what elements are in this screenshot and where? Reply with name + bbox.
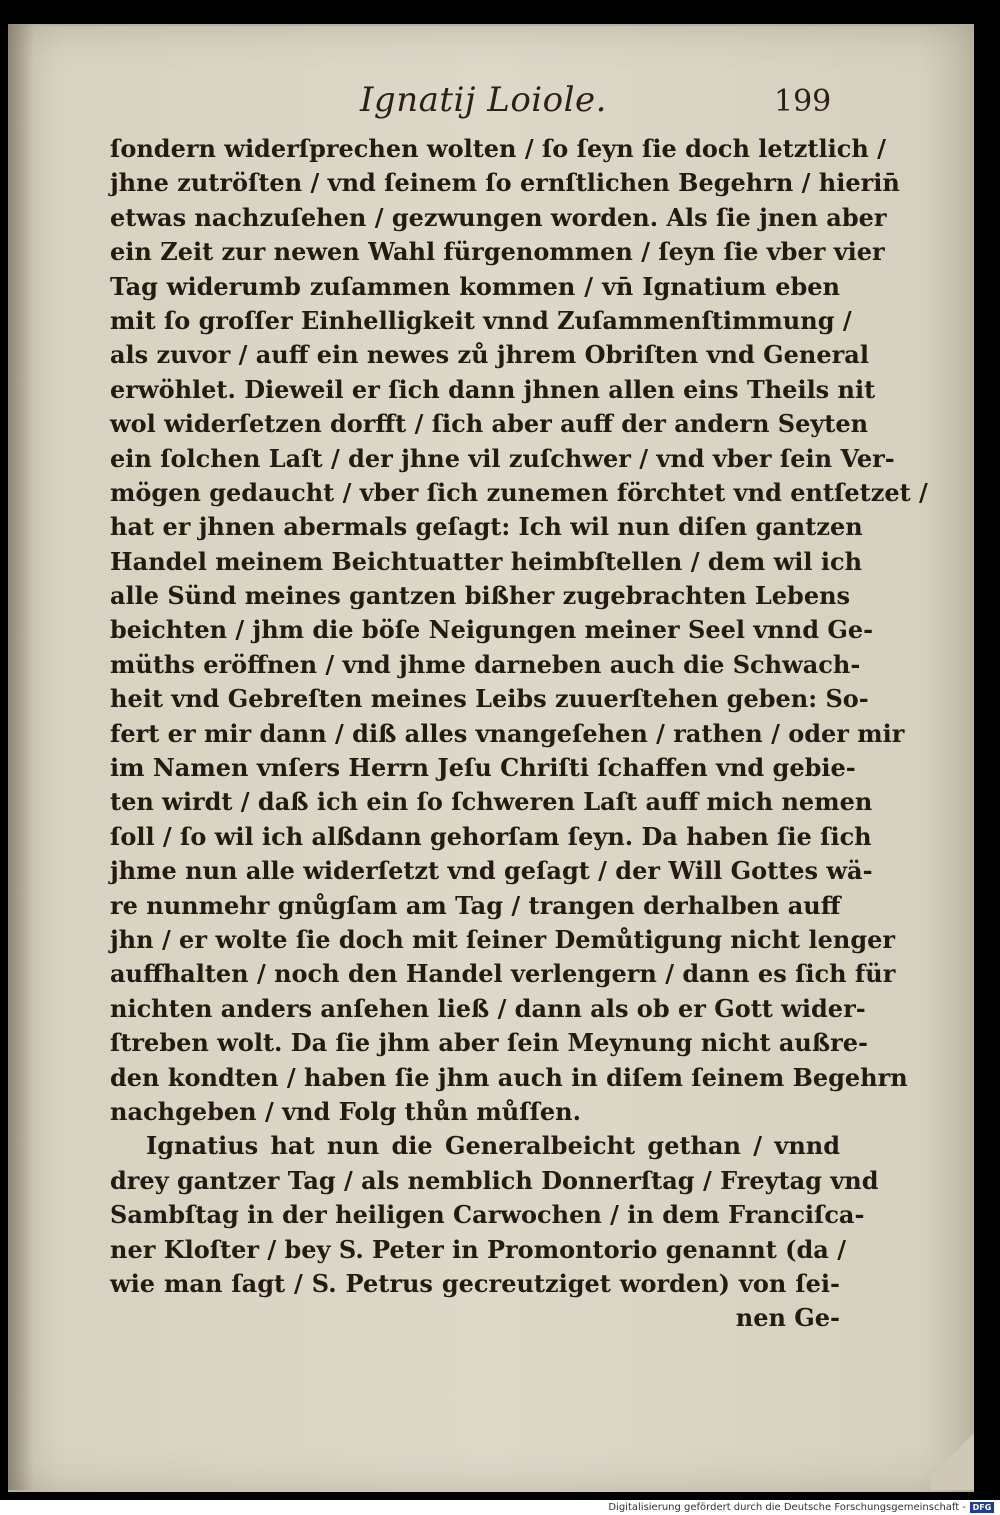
text-line: wie man ſagt / S. Petrus gecreutziget worden) von ſei- (110, 1268, 840, 1298)
text-line: etwas nachzuſehen / gezwungen worden. Als ſie jnen aber (110, 202, 887, 232)
text-line: jhme nun alle widerſetzt vnd geſagt / der Will Gottes wä- (110, 856, 873, 886)
text-line: Sambſtag in der heiligen Carwochen / in dem Franciſca- (110, 1200, 865, 1230)
text-line: im Namen vnſers Herrn Jeſu Chriſti ſchaffen vnd gebie- (110, 753, 856, 783)
text-line: jhne zutröſten / vnd ſeinem ſo ernſtlichen Begehrn / hierin̄ (110, 168, 900, 198)
body-text (110, 132, 928, 1336)
text-line: ner Kloſter / bey S. Peter in Promontorio genannt (da / (110, 1234, 846, 1264)
footer-bar (0, 1500, 1000, 1515)
text-line: heit vnd Gebreſten meines Leibs zuuerſtehen geben: So- (110, 684, 869, 714)
page-corner-curl (930, 1420, 974, 1490)
text-line: re nunmehr gnůgſam am Tag / trangen derhalben auff (110, 890, 841, 920)
catchword: nen Ge- (735, 1303, 840, 1333)
text-line: ſondern widerſprechen wolten / ſo ſeyn ſie doch letztlich / (110, 134, 886, 163)
running-head: Ignatij Loiole. (360, 80, 607, 120)
gutter-shadow (8, 24, 34, 1490)
text-line-paragraph-start: Ignatius hat nun die Generalbeicht gethan / vnnd (146, 1131, 840, 1161)
text-line: Handel meinem Beichtuatter heimbſtellen / dem wil ich (110, 546, 863, 576)
funding-credit: Digitalisierung gefördert durch die Deutsche Forschungsgemeinschaft - (608, 1502, 966, 1513)
text-line: müths eröffnen / vnd jhme darneben auch die Schwach- (110, 649, 861, 679)
text-line: drey gantzer Tag / als nemblich Donnerſtag / Freytag vnd (110, 1165, 879, 1195)
text-line: wol widerſetzen dorfft / ſich aber auff der andern Seyten (110, 409, 869, 439)
text-line: nichten anders anſehen ließ / dann als ob er Gott wider- (110, 993, 866, 1023)
page-number: 199 (774, 84, 832, 119)
text-line: auffhalten / noch den Handel verlengern / dann es ſich für (110, 959, 896, 989)
text-line: ten wirdt / daß ich ein ſo ſchweren Laſt auff mich nemen (110, 787, 873, 817)
dfg-logo-icon: DFG (970, 1502, 994, 1513)
text-line: hat er jhnen abermals geſagt: Ich wil nun diſen gantzen (110, 512, 863, 542)
text-line: mit ſo groſſer Einhelligkeit vnnd Zuſammenſtimmung / (110, 305, 852, 335)
text-line: fert er mir dann / diß alles vnangeſehen / rathen / oder mir (110, 718, 905, 748)
text-line: Tag widerumb zuſammen kommen / vn̄ Ignatium eben (110, 271, 840, 301)
text-line: den kondten / haben ſie jhm auch in diſem ſeinem Begehrn (110, 1062, 908, 1092)
text-line: beichten / jhm die böſe Neigungen meiner Seel vnnd Ge- (110, 615, 874, 645)
text-line: ein ſolchen Laſt / der jhne vil zuſchwer / vnd vber ſein Ver- (110, 443, 895, 473)
text-line: mögen gedaucht / vber ſich zunemen förchtet vnd entſetzet / (110, 477, 928, 507)
text-line: ſoll / ſo wil ich alßdann gehorſam ſeyn. Da haben ſie ſich (110, 821, 872, 851)
text-line: ein Zeit zur newen Wahl fürgenommen / ſeyn ſie vber vier (110, 237, 885, 267)
text-line: ſtreben wolt. Da ſie jhm aber ſein Meynung nicht außre- (110, 1028, 868, 1058)
text-line: jhn / er wolte ſie doch mit ſeiner Demůtigung nicht lenger (110, 924, 896, 954)
text-line-paragraph-end: nachgeben / vnd Folg thůn můſſen. (110, 1096, 581, 1126)
text-line: erwöhlet. Dieweil er ſich dann jhnen allen eins Theils nit (110, 374, 876, 404)
text-line: als zuvor / auff ein newes zů jhrem Obriſten vnd General (110, 340, 869, 370)
page-header (0, 62, 1000, 122)
text-line: alle Sünd meines gantzen bißher zugebrachten Lebens (110, 581, 851, 611)
